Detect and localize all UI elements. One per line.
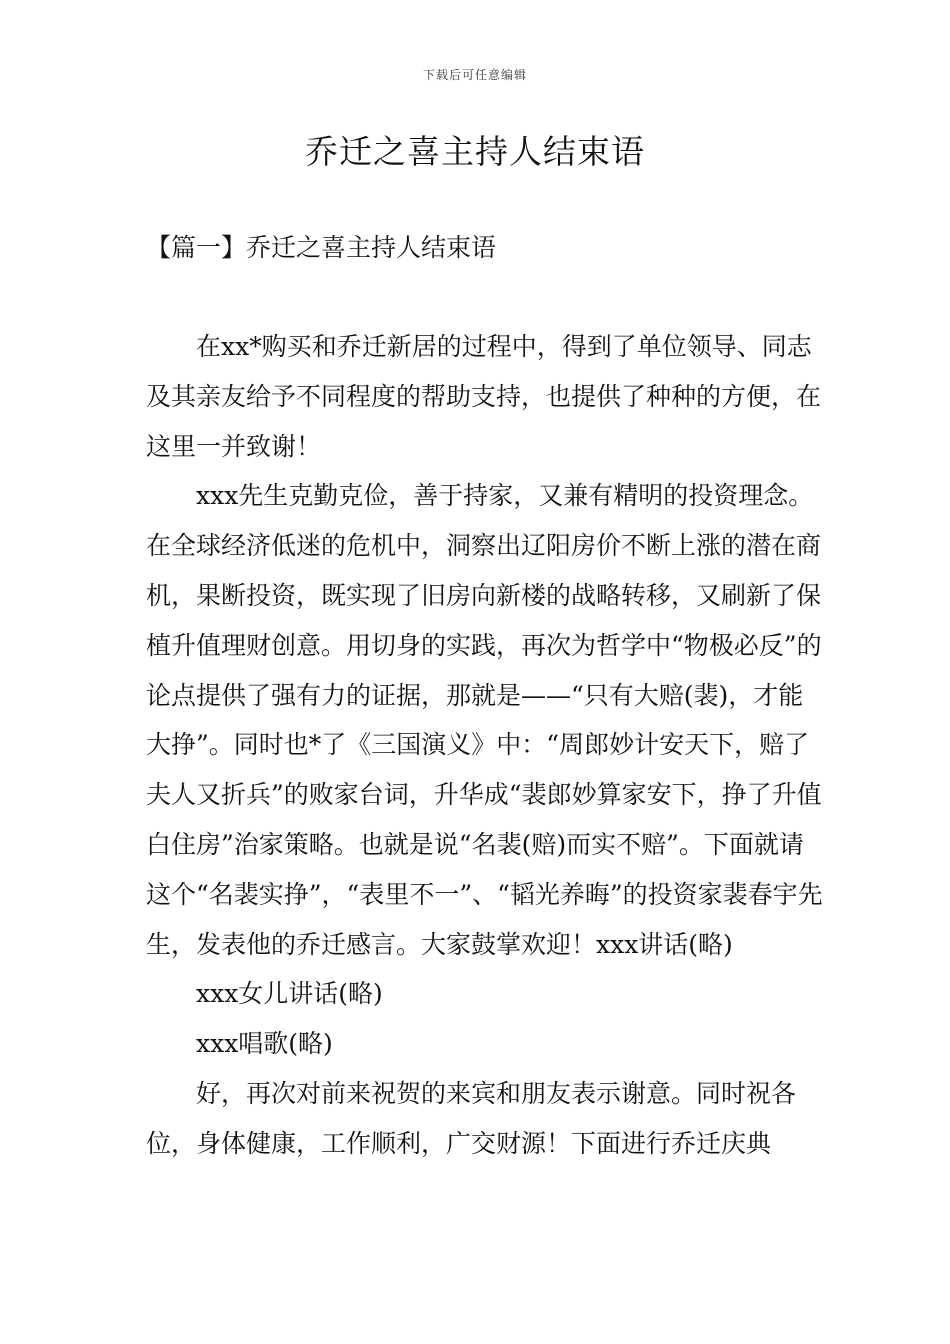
paragraph-closing: 好，再次对前来祝贺的来宾和朋友表示谢意。同时祝各位，身体健康，工作顺利，广交财源！下面进行乔迁庆典 — [146, 1078, 797, 1158]
paragraph-song: xxx唱歌(略) — [196, 1029, 333, 1059]
section-heading: 【篇一】乔迁之喜主持人结束语 — [146, 233, 497, 262]
paragraph-thanks: 在xx*购买和乔迁新居的过程中，得到了单位领导、同志及其亲友给予不同程度的帮助支持，也提供了种种的方便，在这里一并致谢！ — [146, 332, 822, 461]
paragraph-daughter-speech: xxx女儿讲话(略) — [196, 979, 383, 1009]
download-note: 下载后可任意编辑 — [422, 68, 527, 82]
document-body — [146, 322, 826, 1169]
document-title: 乔迁之喜主持人结束语 — [305, 132, 645, 171]
paragraph-host-introduction: xxx先生克勤克俭，善于持家，又兼有精明的投资理念。在全球经济低迷的危机中，洞察出辽阳房价不断上涨的潜在商机，果断投资，既实现了旧房向新楼的战略转移，又刷新了保植升值理财创意。用切身的实践，再次为哲学中“物极必反”的论点提供了强有力的证据，那就是——“只有大赔(裴)，才能大挣”。同时也*了《三国演义》中：“周郎妙计安天下，赔了夫人又折兵”的败家台词，升华成“裴郎妙算家安下，挣了升值白住房”治家策略。也就是说“名裴(赔)而实不赔”。下面就请这个“名裴实挣”，“表里不一”、“韬光养晦”的投资家裴春宇先生，发表他的乔迁感言。大家鼓掌欢迎！xxx讲话(略) — [146, 481, 823, 959]
